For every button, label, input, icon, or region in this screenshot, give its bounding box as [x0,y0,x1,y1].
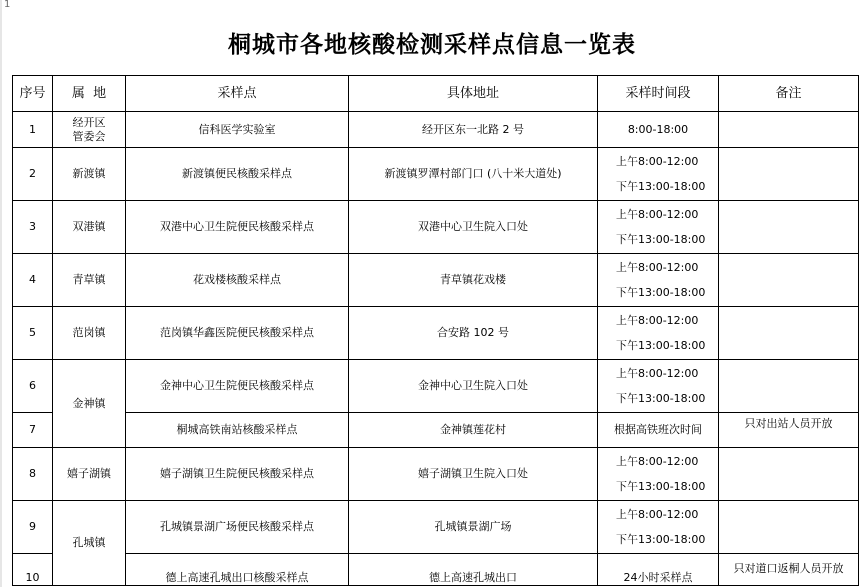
cell-hours [598,554,719,586]
cell-seq: 6 [13,360,53,413]
cell-address: 金神中心卫生院入口处 [349,360,598,413]
cell-site [126,554,349,586]
hours-am: 上午8:00-12:00 [616,366,699,380]
cell-address [349,554,598,586]
hours-line: 8:00-18:00 [627,122,689,136]
cell-seq: 1 [13,112,53,148]
cell-address: 嬉子湖镇卫生院入口处 [349,448,598,501]
table-row [13,448,859,501]
cell-remark [719,148,859,201]
cell-address: 合安路 102 号 [349,307,598,360]
cell-hours [598,501,719,554]
cell-address: 新渡镇罗潭村部门口 (八十米大道处) [349,148,598,201]
cell-address: 双港中心卫生院入口处 [349,201,598,254]
hours-pm: 下午13:00-18:00 [616,179,706,193]
cell-hours [598,112,719,148]
header-seq: 序号 [13,76,53,112]
cell-site: 孔城镇景湖广场便民核酸采样点 [126,501,349,554]
sampling-sites-table [12,75,859,586]
table-header-row [13,76,859,112]
cell-area: 金神镇 [53,360,126,448]
cell-hours [598,448,719,501]
seq-text: 10 [25,570,40,584]
hours-pm: 下午13:00-18:00 [616,532,706,546]
cell-remark [719,112,859,148]
cell-seq: 2 [13,148,53,201]
cell-site: 花戏楼核酸采样点 [126,254,349,307]
cell-remark [719,554,859,586]
cell-site: 范岗镇华鑫医院便民核酸采样点 [126,307,349,360]
cell-address: 经开区东一北路 2 号 [349,112,598,148]
hours-pm: 下午13:00-18:00 [616,479,706,493]
hours-am: 上午8:00-12:00 [616,313,699,327]
cell-area: 新渡镇 [53,148,126,201]
table-row [13,112,859,148]
hours-pm: 下午13:00-18:00 [616,391,706,405]
site-text: 德上高速孔城出口核酸采样点 [165,570,309,584]
header-site: 采样点 [126,76,349,112]
hours-pm: 下午13:00-18:00 [616,338,706,352]
header-remark: 备注 [719,76,859,112]
cell-address: 金神镇莲花村 [349,413,598,448]
table-row [13,501,859,554]
cell-remark [719,448,859,501]
cell-area: 嬉子湖镇 [53,448,126,501]
cell-seq: 7 [13,413,53,448]
cell-remark [719,307,859,360]
hours-am: 上午8:00-12:00 [616,454,699,468]
cell-remark [719,201,859,254]
cell-hours [598,254,719,307]
hours-pm: 下午13:00-18:00 [616,232,706,246]
page-title: 桐城市各地核酸检测采样点信息一览表 [228,32,636,58]
cell-area: 经开区 管委会 [53,112,126,148]
cell-hours [598,307,719,360]
cell-site: 桐城高铁南站核酸采样点 [126,413,349,448]
cell-site: 金神中心卫生院便民核酸采样点 [126,360,349,413]
cell-hours [598,360,719,413]
table-row [13,201,859,254]
cell-seq: 8 [13,448,53,501]
header-address: 具体地址 [349,76,598,112]
table-row [13,360,859,413]
header-hours: 采样时间段 [598,76,719,112]
cell-hours [598,413,719,448]
table-row [13,307,859,360]
hours-am: 上午8:00-12:00 [616,207,699,221]
cell-remark: 只对出站人员开放 [719,413,859,448]
cell-seq: 9 [13,501,53,554]
cell-seq: 5 [13,307,53,360]
hours-line: 24小时采样点 [623,570,693,584]
page-edge [0,0,2,587]
table-row [13,554,859,586]
cell-address: 孔城镇景湖广场 [349,501,598,554]
hours-am: 上午8:00-12:00 [616,507,699,521]
cell-site: 嬉子湖镇卫生院便民核酸采样点 [126,448,349,501]
table-row [13,254,859,307]
cell-seq: 4 [13,254,53,307]
hours-am: 上午8:00-12:00 [616,260,699,274]
header-area: 属 地 [53,76,126,112]
hours-line: 根据高铁班次时间 [614,423,702,436]
corner-mark: 1 [4,0,11,10]
cell-area: 双港镇 [53,201,126,254]
cell-remark [719,360,859,413]
address-text: 德上高速孔城出口 [429,570,517,584]
cell-area: 范岗镇 [53,307,126,360]
remark-text: 只对道口返桐人员开放 [733,561,844,575]
cell-site: 信科医学实验室 [126,112,349,148]
cell-area: 孔城镇 [53,501,126,586]
hours-pm: 下午13:00-18:00 [616,285,706,299]
cell-seq [13,554,53,586]
cell-hours [598,148,719,201]
table-row [13,413,859,448]
cell-remark [719,254,859,307]
table-row [13,148,859,201]
hours-am: 上午8:00-12:00 [616,154,699,168]
cell-site: 双港中心卫生院便民核酸采样点 [126,201,349,254]
cell-area: 青草镇 [53,254,126,307]
cell-remark [719,501,859,554]
cell-site: 新渡镇便民核酸采样点 [126,148,349,201]
cell-address: 青草镇花戏楼 [349,254,598,307]
cell-hours [598,201,719,254]
cell-seq: 3 [13,201,53,254]
